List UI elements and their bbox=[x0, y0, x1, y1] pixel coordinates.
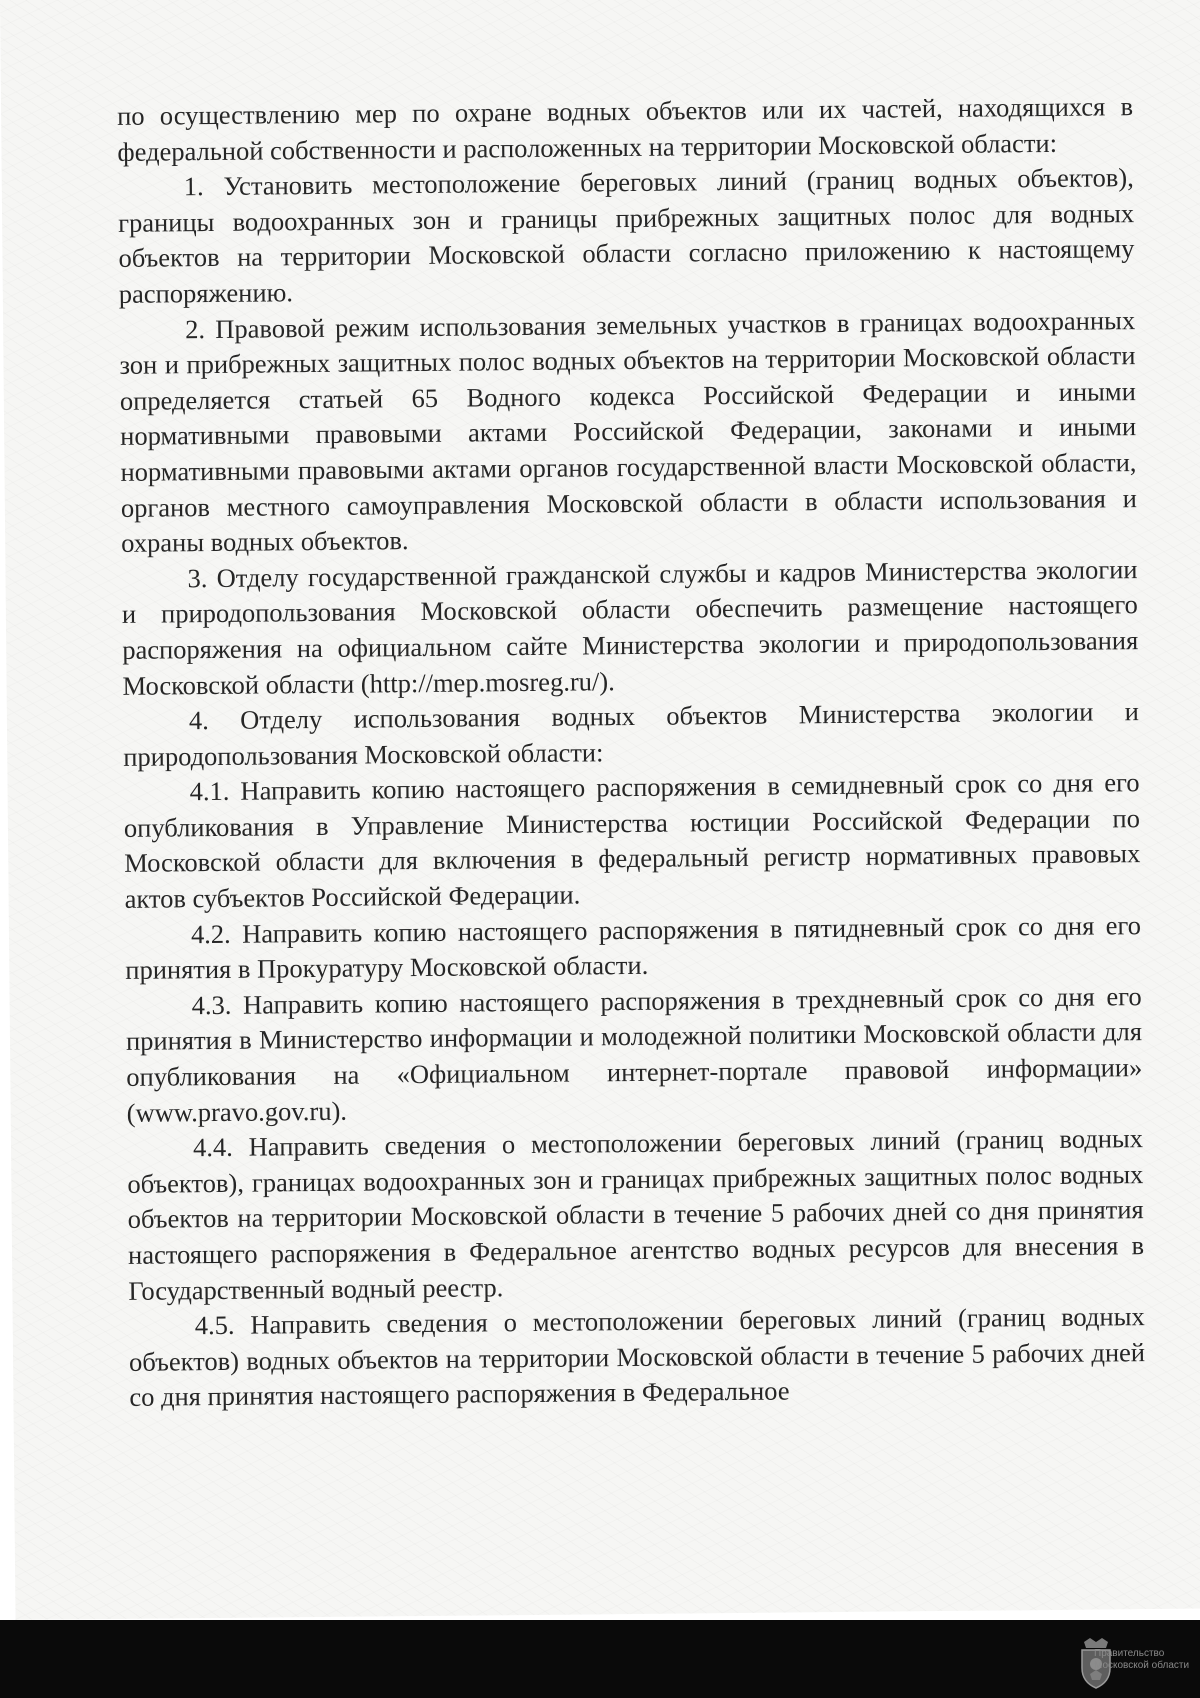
emblem-caption-line-1: Правительство bbox=[1094, 1648, 1165, 1659]
document-body bbox=[117, 89, 1146, 1416]
paragraph-item-4-2: 4.2. Направить копию настоящего распоряжения в пятидневный срок со дня его принятия в Прокуратуру Московской области. bbox=[125, 909, 1142, 986]
paragraph-item-4-1: 4.1. Направить копию настоящего распоряжения в семидневный срок со дня его опубликования в Управление Министерства юстиции Российской Федерации по Московской области для включения в федеральный регистр нормативных правовых актов субъектов Российской Федерации. bbox=[123, 767, 1141, 914]
paragraph-item-4-4: 4.4. Направить сведения о местоположении береговых линий (границ водных объектов), границах водоохранных зон и границах прибрежных защитных полос водных объектов на территории Московской области в течение 5 рабочих дней со дня принятия настоящего распоряжения в Федеральное агентство водных ресурсов для внесения в Государственный водный реестр. bbox=[127, 1123, 1145, 1306]
paragraph-item-4-5: 4.5. Направить сведения о местоположении береговых линий (границ водных объектов) водных объектов на территории Московской области в течение 5 рабочих дней со дня принятия настоящего распоряжения в Федеральное bbox=[128, 1301, 1146, 1413]
paragraph-intro: по осуществлению мер по охране водных объектов или их частей, находящихся в федеральной собственности и расположенных на территории Московской области: bbox=[116, 91, 1134, 167]
emblem-caption-line-2: Московской области bbox=[1094, 1660, 1190, 1671]
paragraph-item-3: 3. Отделу государственной гражданской службы и кадров Министерства экологии и природопользования Московской области обеспечить размещение настоящего распоряжения на официальном сайте Министерства экологии и природопользования Московской области (http://mep.mosreg.ru/). bbox=[121, 553, 1139, 701]
paragraph-item-4-3: 4.3. Направить копию настоящего распоряжения в трехдневный срок со дня его принятия в Министерство информации и молодежной политики Московской области для опубликования на «Официальном интернет-портале правовой информации» (www.pravo.gov.ru). bbox=[125, 980, 1143, 1128]
paragraph-item-4: 4. Отделу использования водных объектов Министерства экологии и природопользования Московской области: bbox=[123, 696, 1140, 772]
paragraph-item-1: 1. Установить местоположение береговых линий (границ водных объектов), границы водоохранных зон и границы прибрежных защитных полос для водных объектов на территории Московской области согласно приложению к настоящему распоряжению. bbox=[117, 162, 1135, 309]
paragraph-item-2: 2. Правовой режим использования земельных участков в границах водоохранных зон и прибрежных защитных полос водных объектов на территории Московской области определяется статьей 65 Водного кодекса Российской Федерации и иными нормативными правовыми актами Российской Федерации, законами и иными нормативными правовыми актами органов государственной власти Московской области, органов местного самоуправления Московской области в области использования и охраны водных объектов. bbox=[119, 304, 1137, 558]
emblem-caption bbox=[1094, 1648, 1198, 1672]
scan-bottom-border bbox=[0, 1620, 1200, 1698]
